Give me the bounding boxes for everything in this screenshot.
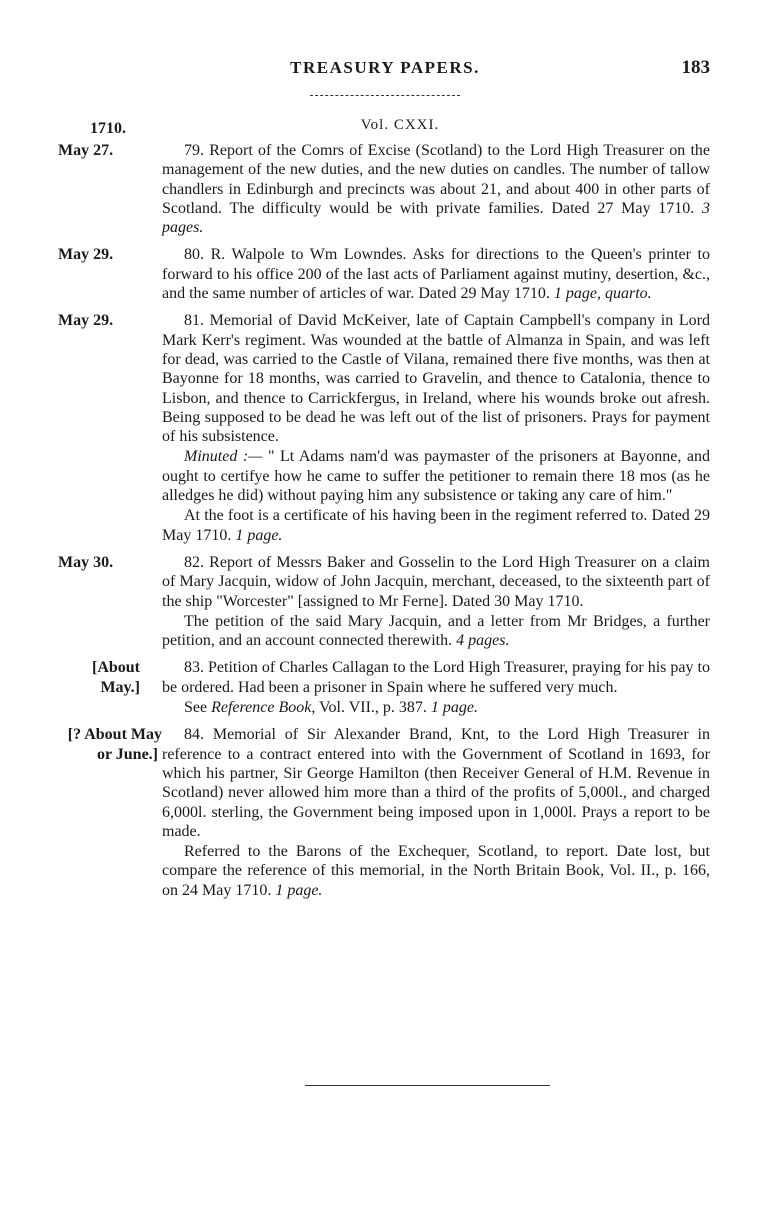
entry-date	[58, 658, 140, 697]
entry-date-line: or June.]	[96, 745, 158, 763]
entry-date-line: May.]	[100, 678, 140, 696]
entry-text	[162, 311, 710, 545]
header-rule	[310, 95, 460, 96]
entry-pages: 1 page, quarto.	[553, 285, 652, 303]
entry-date-line: [? About May	[67, 726, 162, 744]
entry-pages: 1 page.	[235, 526, 283, 544]
entry-main: 80. R. Walpole to Wm Lowndes. Asks for directions to the Queen's printer to forward to his office 200 of the last acts of Parliament against mutiny, desertion, &c., and the same number of articles of war. Dated 29 May 1710.	[162, 246, 710, 303]
running-head: TREASURY PAPERS.	[290, 58, 480, 77]
see-reference: Reference Book	[211, 699, 312, 717]
entry-main: 83. Petition of Charles Callagan to the Lord High Treasurer, praying for his pay to be ordered. Had been a prisoner in Spain where he suffered very much.	[162, 659, 710, 696]
minuted-text: " Lt Adams nam'd was paymaster of the prisoners at Bayonne, and ought to certifye how he came to suffer the petitioner to remain there 18 mos (as he alledges he did) without paying him any subsistence or taking any care of him."	[162, 448, 711, 505]
entry-text	[162, 245, 710, 303]
entry-84	[0, 725, 770, 900]
entry-main: 79. Report of the Comrs of Excise (Scotland) to the Lord High Treasurer on the management of the new duties, and the new duties on candles. The number of tallow chandlers in Edinburgh and precincts was about 21, and about 400 in other parts of Scotland. The difficulty would be with private families. Dated 27 May 1710.	[162, 142, 710, 217]
entry-82	[0, 553, 770, 650]
entry-80	[0, 245, 770, 303]
see-prefix: See	[184, 699, 208, 717]
entry-pages: 4 pages.	[456, 632, 510, 650]
entry-main: 81. Memorial of David McKeiver, late of Captain Campbell's company in Lord Mark Kerr's regiment. Was wounded at the battle of Almanza in Spain, and was left for dead, was carried to the Castle of Vilana, remained there five months, was then at Bayonne for 18 months, was carried to Gravelin, and thence to Catalonia, thence to Lisbon, and thence to Carrickfergus, in Ireland, where his wounds broke out afresh. Being supposed to be dead he was left out of the list of prisoners. Prays for payment of his subsistence.	[162, 312, 710, 446]
entry-main: 84. Memorial of Sir Alexander Brand, Knt, to the Lord High Treasurer in reference to a contract entered into with the Government of Scotland in 1693, for which his partner, Sir George Hamilton (then Receiver General of H.M. Revenue in Scotland) never allowed him more than a third of the profits of 5,000l., and charged 6,000l. sterling, the Government being imposed upon in 1,000l. Prays a report to be made.	[162, 726, 710, 840]
entry-date-line: [About	[91, 659, 140, 677]
entry-extra: Referred to the Barons of the Exchequer, Scotland, to report. Date lost, but compare the reference of this memorial, in the North Britain Book, Vol. II., p. 166, on 24 May 1710.	[162, 843, 710, 899]
entry-date	[30, 725, 162, 764]
entry-text	[162, 553, 710, 650]
entry-pages: 1 page.	[430, 699, 479, 717]
entry-text	[162, 658, 710, 717]
entry-date: May 29.	[58, 246, 114, 264]
entry-79	[0, 141, 770, 237]
entry-pages: 1 page.	[275, 881, 323, 899]
entry-text	[162, 725, 710, 900]
entry-text	[162, 141, 710, 237]
page-number: 183	[681, 57, 710, 78]
entry-date: May 29.	[58, 312, 114, 330]
entry-date: May 27.	[58, 142, 114, 159]
entry-extra: At the foot is a certificate of his having been in the regiment referred to. Dated 29 May 1710.	[162, 507, 710, 544]
entry-extra: The petition of the said Mary Jacquin, and a letter from Mr Bridges, a further petition, and an account connected therewith.	[162, 612, 710, 650]
entry-main: 82. Report of Messrs Baker and Gosselin to the Lord High Treasurer on a claim of Mary Jacquin, widow of John Jacquin, merchant, deceased, to the sixteenth part of the ship "Worcester" [assigned to Mr Ferne]. Dated 30 May 1710.	[162, 553, 710, 610]
see-rest: , Vol. VII., p. 387.	[311, 699, 427, 717]
year-label: 1710.	[90, 120, 126, 137]
entry-81	[0, 311, 770, 545]
minuted-label: Minuted :—	[184, 448, 263, 466]
entry-83	[0, 658, 770, 717]
entries-list	[0, 141, 770, 908]
entry-pages: 3 pages.	[162, 199, 710, 237]
entry-date: May 30.	[58, 553, 114, 571]
volume-heading: Vol. CXXI.	[360, 117, 440, 133]
footer-rule	[305, 1085, 550, 1086]
